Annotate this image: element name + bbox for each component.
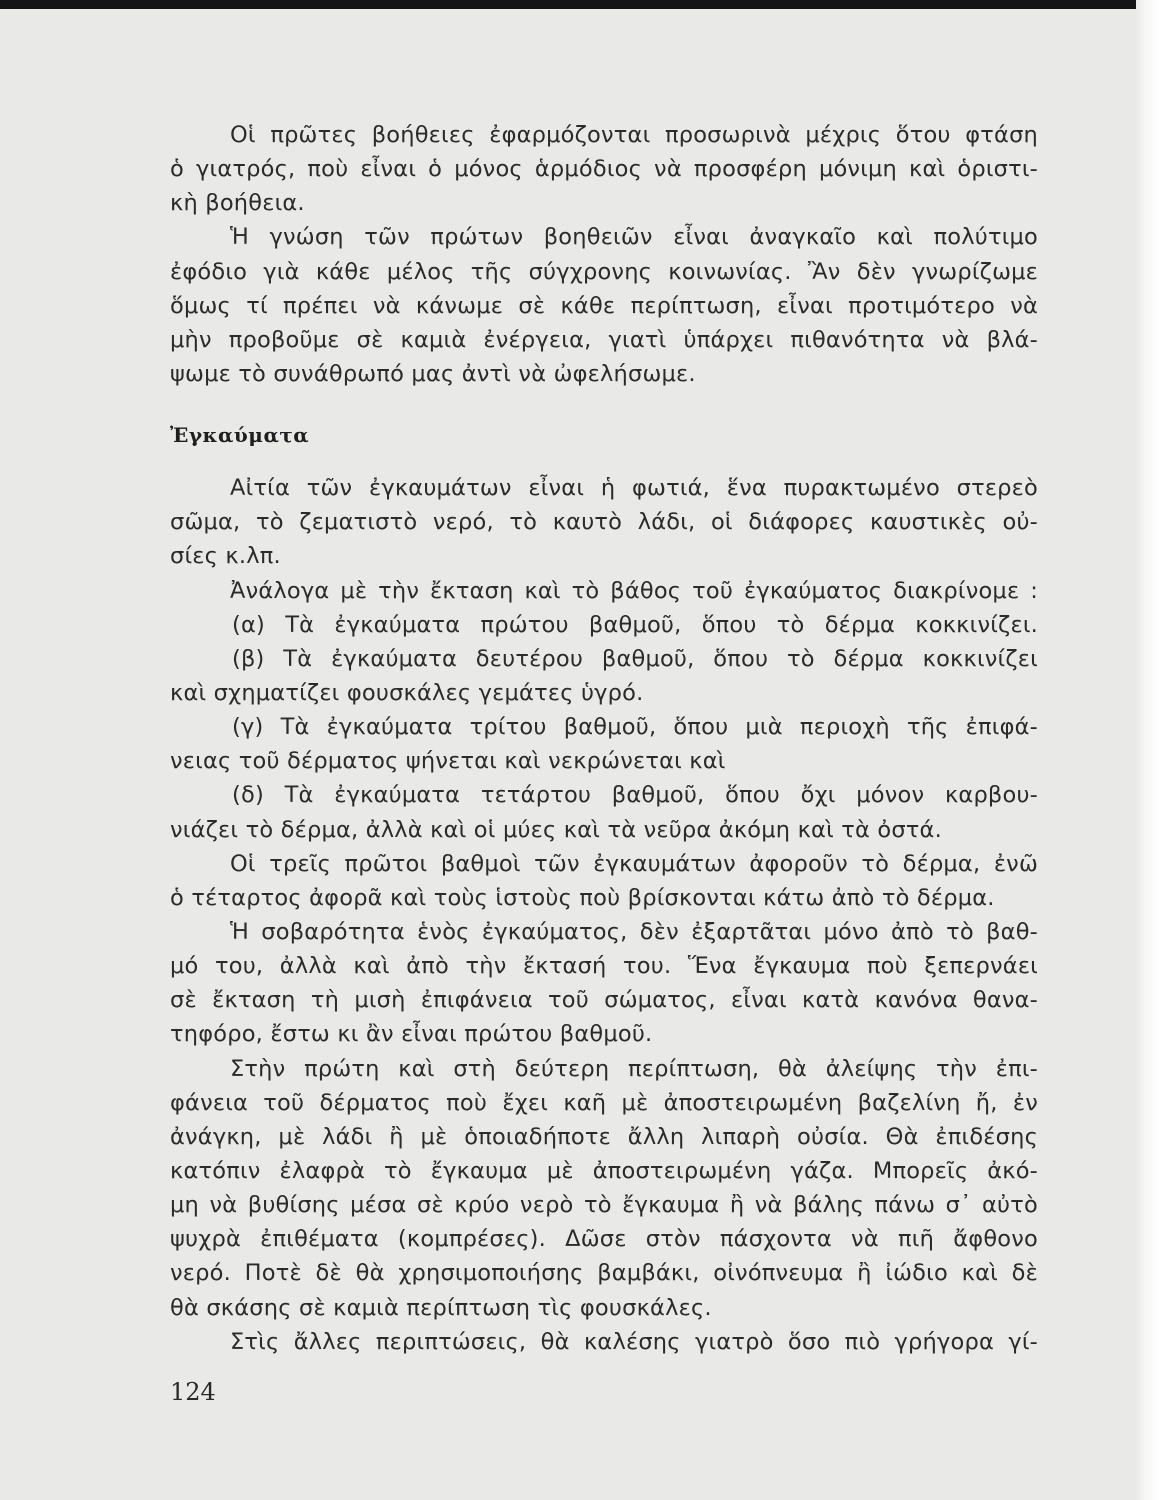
text-line: νιάζει τὸ δέρμα, ἀλλὰ καὶ οἱ μύες καὶ τὰ νεῦρα ἀκόμη καὶ τὰ ὀστά. [170,816,942,843]
paragraph-burn-treatment [170,1052,1038,1325]
text-line: καὶ σχηματίζει φουσκάλες γεμάτες ὑγρό. [170,679,644,706]
section-heading-burns: Ἐγκαύματα [170,423,310,448]
text-line: νερό. Ποτὲ δὲ θὰ χρησιμοποιήσης βαμβάκι, οἰνόπνευμα ἢ ἰώδιο καὶ δὲ [170,1260,1038,1287]
text-line: σῶμα, τὸ ζεματιστὸ νερό, τὸ καυτὸ λάδι, οἱ διάφορες καυστικὲς οὐ- [170,509,1038,536]
text-line: σὲ ἔκταση τὴ μισὴ ἐπιφάνεια τοῦ σώματος, εἶναι κατὰ κανόνα θανα- [170,987,1038,1014]
text-line: ψυχρὰ ἐπιθέματα (κομπρέσες). Δῶσε στὸν πάσχοντα νὰ πιῆ ἄφθονο [170,1226,1038,1253]
text-line: Στὴν πρώτη καὶ στὴ δεύτερη περίπτωση, θὰ ἀλείψης τὴν ἐπι- [230,1055,1038,1082]
text-line: τηφόρο, ἔστω κι ἂν εἶναι πρώτου βαθμοῦ. [170,1021,653,1048]
page-right-edge [1136,0,1160,1500]
text-line: κατόπιν ἐλαφρὰ τὸ ἔγκαυμα μὲ ἀποστειρωμένη γάζα. Μπορεῖς ἀκό- [170,1157,1038,1184]
text-line: Ἡ γνώση τῶν πρώτων βοηθειῶν εἶναι ἀναγκαῖο καὶ πολύτιμο [230,224,1038,251]
text-line: Οἱ πρῶτες βοήθειες ἐφαρμόζονται προσωρινὰ μέχρις ὅτου φτάση [230,122,1038,148]
text-line: μη νὰ βυθίσης μέσα σὲ κρύο νερὸ τὸ ἔγκαυμα ἢ νὰ βάλης πάνω σ᾿ αὐτὸ [170,1192,1038,1219]
text-line: (δ) Τὰ ἐγκαύματα τετάρτου βαθμοῦ, ὅπου ὄχι μόνον καρβου- [232,782,1038,809]
paragraph-burn-causes [170,471,1038,573]
text-line: μὴν προβοῦμε σὲ καμιὰ ἐνέργεια, γιατὶ ὑπάρχει πιθανότητα νὰ βλά- [170,326,1038,353]
text-line: (β) Τὰ ἐγκαύματα δευτέρου βαθμοῦ, ὅπου τὸ δέρμα κοκκινίζει [232,645,1038,672]
paragraph-first-aid-intro [170,118,1038,220]
text-line: Στὶς ἄλλες περιπτώσεις, θὰ καλέσης γιατρὸ ὅσο πιὸ γρήγορα γί- [230,1328,1038,1355]
page-number: 124 [170,1378,216,1406]
text-line: ψωμε τὸ συνάθρωπό μας ἀντὶ νὰ ὠφελήσωμε. [170,360,696,387]
text-line: μό του, ἀλλὰ καὶ ἀπὸ τὴν ἔκτασή του. Ἕνα ἔγκαυμα ποὺ ξεπερνάει [170,953,1038,980]
text-line: κὴ βοήθεια. [170,190,305,217]
text-line: Οἱ τρεῖς πρῶτοι βαθμοὶ τῶν ἐγκαυμάτων ἀφοροῦν τὸ δέρμα, ἐνῶ [230,850,1038,877]
list-item-fourth-degree [170,778,1038,846]
paragraph-degree-tissues [170,847,1038,915]
paragraph-burn-severity [170,915,1038,1052]
text-line: ὁ τέταρτος ἀφορᾶ καὶ τοὺς ἱστοὺς ποὺ βρίσκονται κάτω ἀπὸ τὸ δέρμα. [170,884,995,911]
heading-spacer [170,461,1038,471]
list-item-third-degree [170,710,1038,778]
paragraph-burn-classification [170,574,1038,608]
page-text-block [170,118,1038,1359]
text-line: ἐφόδιο γιὰ κάθε μέλος τῆς σύγχρονης κοινωνίας. Ἂν δὲν γνωρίζωμε [170,258,1038,285]
text-line: νειας τοῦ δέρματος ψήνεται καὶ νεκρώνεται καὶ [170,748,726,775]
scan-top-border [0,0,1160,9]
text-line: θὰ σκάσης σὲ καμιὰ περίπτωση τὶς φουσκάλες. [170,1294,712,1321]
text-line: σίες κ.λπ. [170,543,281,570]
paragraph-other-cases [170,1325,1038,1359]
text-line: Ἡ σοβαρότητα ἑνὸς ἐγκαύματος, δὲν ἐξαρτᾶται μόνο ἀπὸ τὸ βαθ- [230,918,1038,945]
paragraph-first-aid-knowledge [170,220,1038,391]
text-line: Αἰτία τῶν ἐγκαυμάτων εἶναι ἡ φωτιά, ἕνα πυρακτωμένο στερεὸ [230,475,1038,502]
text-line: ἀνάγκη, μὲ λάδι ἢ μὲ ὁποιαδήποτε ἄλλη λιπαρὴ οὐσία. Θὰ ἐπιδέσης [170,1123,1038,1150]
text-line: (α) Τὰ ἐγκαύματα πρώτου βαθμοῦ, ὅπου τὸ δέρμα κοκκινίζει. [232,611,1038,638]
text-line: Ἀνάλογα μὲ τὴν ἔκταση καὶ τὸ βάθος τοῦ ἐγκαύματος διακρίνομε : [230,577,1038,604]
list-item-first-degree [170,608,1038,642]
text-line: (γ) Τὰ ἐγκαύματα τρίτου βαθμοῦ, ὅπου μιὰ περιοχὴ τῆς ἐπιφά- [232,714,1038,741]
text-line: φάνεια τοῦ δέρματος ποὺ ἔχει καῆ μὲ ἀποστειρωμένη βαζελίνη ἤ, ἐν [170,1089,1038,1116]
text-line: ὁ γιατρός, ποὺ εἶναι ὁ μόνος ἁρμόδιος νὰ προσφέρη μόνιμη καὶ ὁριστι- [170,156,1038,183]
list-item-second-degree [170,642,1038,710]
text-line: ὅμως τί πρέπει νὰ κάνωμε σὲ κάθε περίπτωση, εἶναι προτιμότερο νὰ [170,292,1038,319]
